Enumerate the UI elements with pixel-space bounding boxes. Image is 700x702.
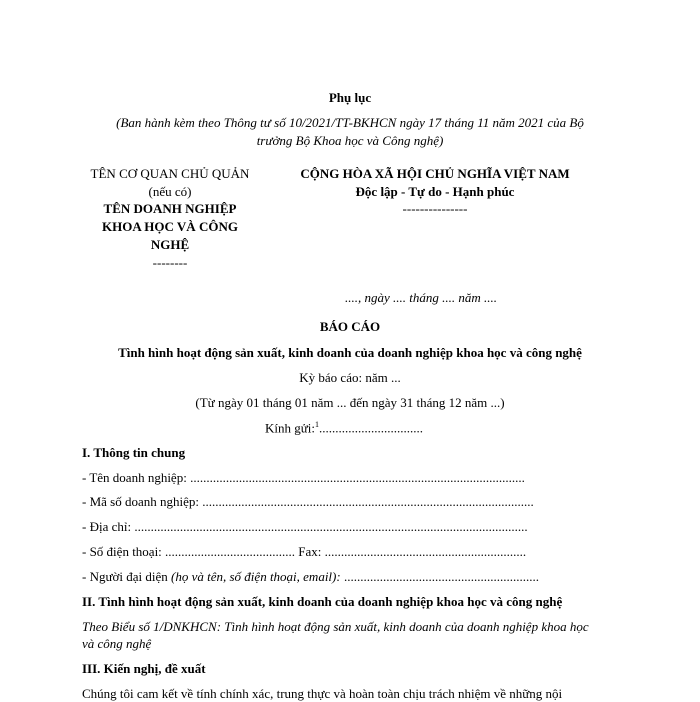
rep-dots: ............................................................ xyxy=(340,569,539,584)
recipient-dots: ................................ xyxy=(319,420,424,436)
appendix-subtitle-line1: (Ban hành kèm theo Thông tư số 10/2021/TT-BKHCN ngày 17 tháng 11 năm 2021 của Bộ xyxy=(116,115,584,130)
date-line: ...., ngày .... tháng .... năm .... xyxy=(345,290,498,305)
section2-note-line2: và công nghệ xyxy=(82,636,152,651)
company-line2: KHOA HỌC VÀ CÔNG xyxy=(102,219,238,234)
appendix-title: Phụ lục xyxy=(328,90,372,105)
agency-name: TÊN CƠ QUAN CHỦ QUẢN xyxy=(90,166,250,181)
appendix-subtitle-line2: trưởng Bộ Khoa học và Công nghệ) xyxy=(256,133,444,148)
nation-name: CỘNG HÒA XÃ HỘI CHỦ NGHĨA VIỆT NAM xyxy=(300,166,570,181)
section3-heading: III. Kiến nghị, đề xuất xyxy=(82,661,206,676)
report-subject: Tình hình hoạt động sản xuất, kinh doanh của doanh nghiệp khoa học và công nghệ xyxy=(118,345,582,360)
right-dashes: --------------- xyxy=(402,201,468,216)
field-company-name: - Tên doanh nghiệp: ....................................................................................................... xyxy=(82,470,525,485)
recipient-label: Kính gửi: xyxy=(265,420,316,436)
rep-prefix: - Người đại diện xyxy=(82,569,172,584)
section2-note-line1: Theo Biểu số 1/DNKHCN: Tình hình hoạt động sản xuất, kinh doanh của doanh nghiệp khoa học xyxy=(82,619,589,634)
national-motto: Độc lập - Tự do - Hạnh phúc xyxy=(355,184,515,199)
section1-heading: I. Thông tin chung xyxy=(82,445,186,460)
report-title: BÁO CÁO xyxy=(319,319,381,334)
field-representative xyxy=(82,569,539,585)
field-tax-code: - Mã số doanh nghiệp: ...................................................................................................... xyxy=(82,494,534,509)
left-dashes: -------- xyxy=(152,255,188,270)
company-line3: NGHỆ xyxy=(150,237,190,252)
section2-heading: II. Tình hình hoạt động sản xuất, kinh doanh của doanh nghiệp khoa học và công nghệ xyxy=(82,594,563,609)
rep-hint: (họ và tên, số điện thoại, email): xyxy=(171,569,341,584)
report-recipient xyxy=(265,420,423,436)
report-range: (Từ ngày 01 tháng 01 năm ... đến ngày 31 tháng 12 năm ...) xyxy=(195,395,505,410)
field-phone-fax: - Số điện thoại: ........................................ Fax: .............................................................. xyxy=(82,544,527,559)
recipient-footnote: 1 xyxy=(315,420,320,429)
section3-body-line1: Chúng tôi cam kết về tính chính xác, trung thực và hoàn toàn chịu trách nhiệm về những nội xyxy=(82,686,563,701)
report-period: Kỳ báo cáo: năm ... xyxy=(299,370,401,385)
field-address: - Địa chỉ: ......................................................................................................................... xyxy=(82,519,528,534)
agency-if-any: (nếu có) xyxy=(148,184,192,199)
company-line1: TÊN DOANH NGHIỆP xyxy=(103,201,237,216)
